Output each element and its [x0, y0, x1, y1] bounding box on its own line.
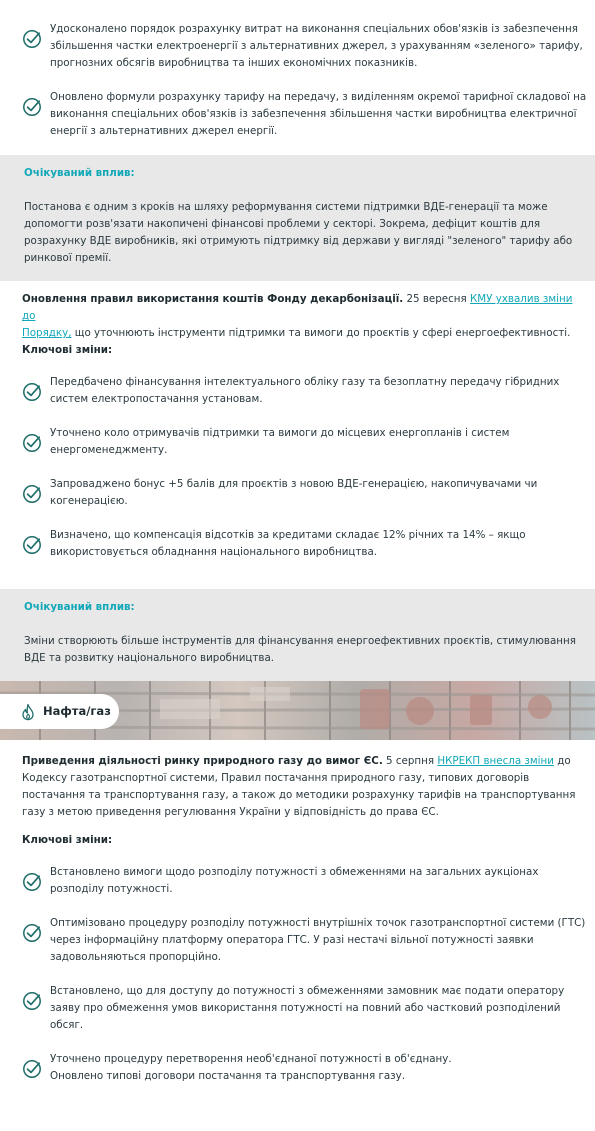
check-item — [22, 527, 587, 561]
news-link[interactable]: НКРЕКП внесла зміни — [437, 755, 554, 767]
impact-heading: Очікуваний вплив: — [24, 601, 135, 613]
check-item — [22, 864, 587, 898]
check-item — [22, 21, 587, 72]
key-changes-heading: Ключові зміни: — [22, 344, 113, 356]
news-paragraph: Оновлення правил використання коштів Фонду декарбонізації. 25 вересня КМУ ухвалив зміни до Порядку, що уточнюють інструменти підтримки та вимоги до проєктів у сфері енергоефективності. — [22, 293, 573, 339]
check-circle-icon — [22, 382, 42, 402]
check-circle-icon — [22, 991, 42, 1011]
check-item-text: Оновлено формули розрахунку тарифу на передачу, з виділенням окремої тарифної складової на виконання спеціальних обов'язків із забезпечення збільшення частки виробництва електричної енергії з альтернативних джерел енергії. — [50, 91, 587, 137]
check-item — [22, 476, 587, 510]
category-badge — [0, 694, 119, 729]
check-item — [22, 89, 587, 140]
check-circle-icon — [22, 29, 42, 49]
check-circle-icon — [22, 1059, 42, 1079]
check-item-text: Оптимізовано процедуру розподілу потужності внутрішніх точок газотранспортної системи (ГТС) через інформаційну платформу оператора ГТС. У разі нестачі вільної потужності заявки задовольняються пропорційно. — [50, 917, 586, 963]
news-link[interactable]: Порядку, — [22, 327, 72, 339]
news-paragraph: Приведення діяльності ринку природного газу до вимог ЄС. 5 серпня НКРЕКП внесла зміни до Кодексу газотранспортної системи, Правил постачання природного газу, типових договорів постачання та транспортування газу, а також до методики розрахунку тарифів на транспортування газу з метою приведення регулювання України у відповідність до права ЄС. — [22, 755, 576, 818]
news-link[interactable]: КМУ ухвалив зміни до — [22, 293, 573, 322]
impact-text: Зміни створюють більше інструментів для фінансування енергоефективних проєктів, стимулювання ВДЕ та розвитку національного виробництва. — [24, 635, 576, 664]
check-item — [22, 374, 587, 408]
check-item-text: Передбачено фінансування інтелектуального обліку газу та безоплатну передачу гібридних систем електропостачання установам. — [50, 376, 560, 405]
category-label: Нафта/газ — [43, 704, 111, 718]
check-circle-icon — [22, 433, 42, 453]
check-item — [22, 983, 587, 1034]
check-circle-icon — [22, 872, 42, 892]
news-title: Приведення діяльності ринку природного газу до вимог ЄС. — [22, 755, 383, 767]
check-item — [22, 425, 587, 459]
check-item — [22, 1051, 587, 1085]
check-circle-icon — [22, 535, 42, 555]
impact-heading: Очікуваний вплив: — [24, 167, 135, 179]
impact-text: Постанова є одним з кроків на шляху реформування системи підтримки ВДЕ-генерації та може допомогти розв'язати накопичені фінансові проблеми у секторі. Зокрема, дефіцит коштів для розрахунку ВДЕ виробників, які отримують підтримку від держави у вигляді "зеленого" тарифу або ринкової премії. — [24, 201, 573, 264]
check-item-text: Встановлено, що для доступу до потужності з обмеженнями замовник має подати оператору заяву про обмеження умов використання потужності на повний або частковий розподілений обсяг. — [50, 985, 565, 1031]
check-item-text: Визначено, що компенсація відсотків за кредитами складає 12% річних та 14% – якщо використовується обладнання національного виробництва. — [50, 529, 526, 558]
check-item-text: Уточнено процедуру перетворення необ'єднаної потужності в об'єднану. Оновлено типові договори постачання та транспортування газу. — [50, 1053, 452, 1082]
check-circle-icon — [22, 484, 42, 504]
check-item-text: Запроваджено бонус +5 балів для проєктів з новою ВДЕ-генерацією, накопичувачами чи когенерацією. — [50, 478, 538, 507]
check-item-text: Удосконалено порядок розрахунку витрат на виконання спеціальних обов'язків із забезпечення збільшення частки електроенергії з альтернативних джерел, з урахуванням «зеленого» тарифу, прогнозних обсягів виробництва та інших економічних показників. — [50, 23, 583, 69]
check-circle-icon — [22, 923, 42, 943]
check-item-text: Уточнено коло отримувачів підтримки та вимоги до місцевих енергопланів і систем енергоменеджменту. — [50, 427, 510, 456]
key-changes-heading: Ключові зміни: — [22, 834, 113, 846]
flame-icon — [20, 703, 36, 721]
check-circle-icon — [22, 97, 42, 117]
news-title: Оновлення правил використання коштів Фонду декарбонізації. — [22, 293, 404, 305]
check-item — [22, 915, 587, 966]
check-item-text: Встановлено вимоги щодо розподілу потужності з обмеженнями на загальних аукціонах розподілу потужності. — [50, 866, 539, 895]
